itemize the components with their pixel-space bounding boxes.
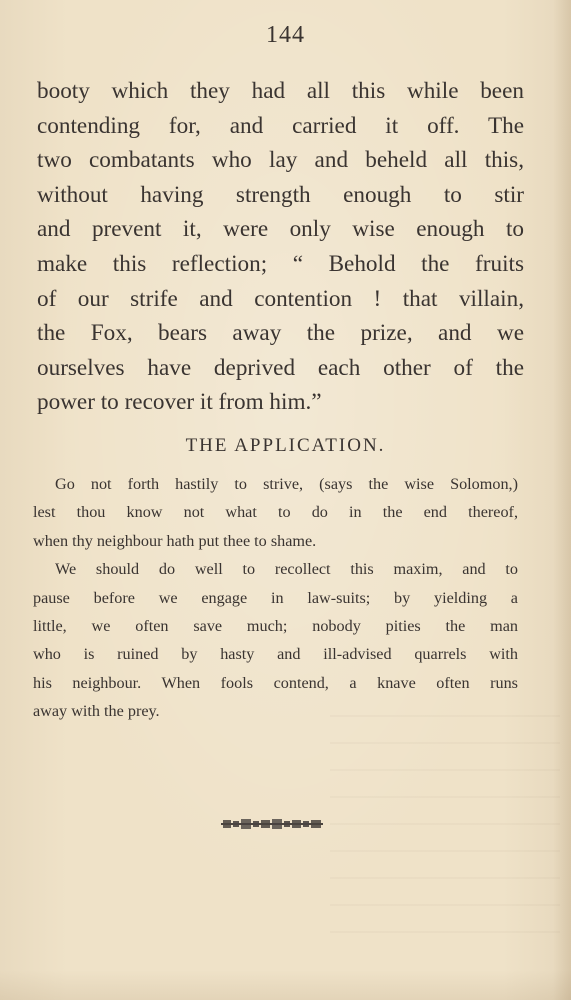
text-line: his neighbour. When fools contend, a knave often runs <box>33 673 518 692</box>
text-line: We should do well to recollect this maxim, and to <box>55 560 518 579</box>
fable-text <box>37 74 524 420</box>
text-line: lest thou know not what to do in the end thereof, <box>33 503 518 522</box>
page-number: 144 <box>266 22 305 48</box>
text-line: power to recover it from him.” <box>37 389 322 416</box>
section-heading: THE APPLICATION. <box>185 435 386 456</box>
text-line: and prevent it, were only wise enough to <box>37 216 524 243</box>
text-line: away with the prey. <box>33 702 160 721</box>
text-line: when thy neighbour hath put thee to shame. <box>33 531 317 550</box>
text-line: the Fox, bears away the prize, and we <box>37 320 524 347</box>
text-line: little, we often save much; nobody pities the man <box>33 617 518 636</box>
text-line: who is ruined by hasty and ill-advised quarrels with <box>33 645 518 664</box>
text-line: booty which they had all this while been <box>37 78 524 104</box>
text-line: Go not forth hastily to strive, (says the wise Solomon,) <box>55 475 518 493</box>
show-through-text <box>330 715 560 955</box>
text-line: without having strength enough to stir <box>37 181 524 208</box>
printers-ornament-icon <box>221 817 323 831</box>
application-text <box>33 470 518 726</box>
text-line: two combatants who lay and beheld all this, <box>37 147 524 174</box>
text-line: contending for, and carried it off. The <box>37 112 524 139</box>
text-line: pause before we engage in law-suits; by yielding a <box>33 588 518 607</box>
text-line: make this reflection; “ Behold the fruits <box>37 250 524 277</box>
page-bottom-shading <box>0 970 571 1000</box>
text-line: ourselves have deprived each other of the <box>37 354 524 381</box>
text-line: of our strife and contention ! that villain, <box>37 285 524 312</box>
